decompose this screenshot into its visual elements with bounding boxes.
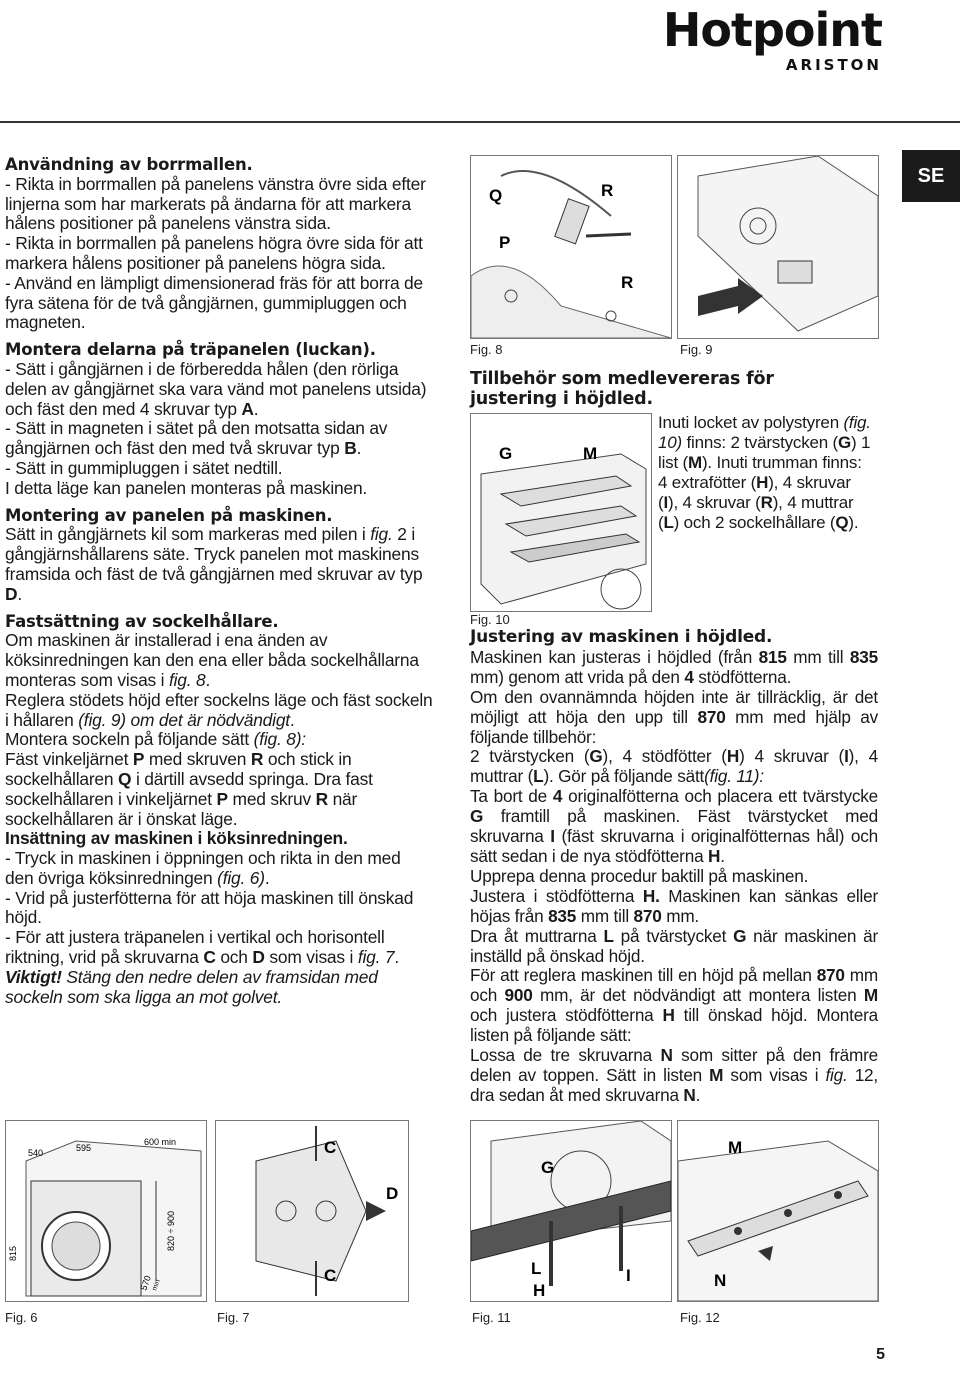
fig11-label-h: H bbox=[533, 1281, 546, 1300]
figure-10-image bbox=[470, 413, 652, 612]
paragraph: Om maskinen är installerad i ena änden av köksinredningen kan den ena eller båda sockelhållarna monteras som visas i fig. 8. bbox=[5, 630, 419, 690]
fig6-dim-600: 600 min bbox=[144, 1137, 177, 1147]
heading-panel-mount: Montering av panelen på maskinen. bbox=[5, 505, 333, 525]
figure-9-image bbox=[677, 155, 879, 339]
figure-6-image bbox=[5, 1120, 207, 1302]
fig10-caption: Fig. 10 bbox=[470, 612, 510, 627]
page-number: 5 bbox=[876, 1346, 885, 1363]
paragraph: - Rikta in borrmallen på panelens högra övre sida för att markera hålens positioner på panelens högra sida. bbox=[5, 233, 423, 273]
fig6-dim-570: 570 bbox=[138, 1274, 154, 1292]
fig12-label-n: N bbox=[714, 1271, 727, 1290]
fig10-label-g: G bbox=[499, 444, 513, 463]
fig7-label-d: D bbox=[386, 1184, 399, 1203]
paragraph: - Tryck in maskinen i öppningen och rikta in den med den övriga köksinredningen (fig. 6). bbox=[5, 848, 401, 888]
fig8-label-r: R bbox=[601, 181, 614, 200]
figure-8-image bbox=[470, 155, 672, 339]
fig7-label-c-top: C bbox=[324, 1138, 337, 1157]
fig7-label-c-bot: C bbox=[324, 1266, 337, 1285]
heading-insertion: Insättning av maskinen i köksinredningen. bbox=[5, 828, 348, 849]
fig8-label-p: P bbox=[499, 233, 511, 252]
paragraph: Montera sockeln på följande sätt (fig. 8): bbox=[5, 729, 306, 750]
left-column bbox=[5, 155, 433, 1007]
heading-plinth-holder: Fastsättning av sockelhållare. bbox=[5, 611, 279, 631]
paragraph: - Sätt in magneten i sätet på den motsatta sidan av gångjärnen och fäst den med två skruvar typ B. bbox=[5, 418, 388, 459]
paragraph: - Sätt i gångjärnen i de förberedda hålen (den rörliga delen av gångjärnet ska vara vänd mot panelens utsida) och fäst den med 4 skruvar typ A. bbox=[5, 358, 427, 419]
language-tab: SE bbox=[902, 150, 960, 202]
fig8-label-r2: R bbox=[621, 273, 634, 292]
accessories-text: Inuti locket av polystyren (fig. 10) finns: 2 tvärstycken (G) 1 list (M). Inuti trumman finns: 4 extrafötter (H), 4 skruvar (I), 4 skruvar (R), 4 muttrar (L) och 2 sockelhållare (Q). bbox=[658, 413, 871, 532]
paragraph: Fäst vinkeljärnet P med skruven R och stick in sockelhållaren Q i därtill avsedd springa. Dra fast sockelhållaren i vinkeljärnet P med skruv R när sockelhållaren är i önskat läge. bbox=[5, 749, 373, 829]
heading-height-adjustment: Justering av maskinen i höjdled. bbox=[470, 627, 773, 647]
fig6-caption: Fig. 6 bbox=[5, 1310, 38, 1325]
figure-11-image bbox=[470, 1120, 672, 1302]
figure-7-image bbox=[215, 1120, 409, 1302]
paragraph: Sätt in gångjärnets kil som markeras med pilen i fig. 2 i gångjärnshållarens säte. Tryck panelen mot maskinens framsida och fäst de två gångjärnen med skruvar av typ D. bbox=[5, 524, 423, 604]
fig12-caption: Fig. 12 bbox=[680, 1310, 720, 1325]
fig12-label-m: M bbox=[728, 1138, 743, 1157]
paragraph: - Vrid på justerfötterna för att höja maskinen till önskad höjd. bbox=[5, 887, 414, 928]
fig6-dim-min: min bbox=[151, 1278, 162, 1292]
fig11-label-g: G bbox=[541, 1158, 555, 1177]
heading-drill-template: Användning av borrmallen. bbox=[5, 155, 253, 174]
accessories-section bbox=[470, 370, 850, 410]
brand-name: Hotpoint bbox=[662, 3, 882, 57]
fig11-label-l: L bbox=[531, 1259, 542, 1278]
brand-subname: ARISTON bbox=[785, 56, 882, 74]
fig9-caption: Fig. 9 bbox=[680, 342, 713, 357]
fig6-dim-815: 815 bbox=[8, 1245, 18, 1261]
paragraph: - För att justera träpanelen i vertikal och horisontell riktning, vrid på skruvarna C och D som visas i fig. 7. bbox=[5, 927, 399, 968]
fig10-label-m: M bbox=[583, 444, 598, 463]
paragraph: Reglera stödets höjd efter sockelns läge och fäst sockeln i hållaren (fig. 9) om det är nödvändigt. bbox=[5, 689, 433, 730]
heading-accessories: Tillbehör som medlevereras för justering i höjdled. bbox=[470, 369, 774, 409]
paragraph: - Använd en lämpligt dimensionerad fräs för att borra de fyra sätena för de två gångjärnen, gummipluggen och magneten. bbox=[5, 272, 424, 333]
paragraph: - Rikta in borrmallen på panelens vänstra övre sida efter linjerna som har markerats på ändarna för att markera hålens positioner på panelens vänstra sida. bbox=[5, 173, 426, 234]
fig6-dim-595: 595 bbox=[76, 1143, 92, 1153]
brand-logo bbox=[663, 2, 882, 74]
height-adjustment-section: Justering av maskinen i höjdled. Maskinen kan justeras i höjdled (från 815 mm till 835 mm) genom att vrida på den 4 stödfötterna. Om den ovannämnda höjden inte är tillräcklig, är det möjligt att höja den upp till 870 mm med hjälp av följande tillbehör: 2 tvärstycken (G), 4 stödfötter (H) 4 skruvar (I), 4 muttrar (L). Gör på följande sätt(fig. 11): Ta bort de 4 originalfötterna och placera ett tvärstycke G framtill på maskinen. Fäst tvärstycket med skruvarna I (fäst skruvarna i originalfötternas hål) och sätt sedan i de nya stödfötterna H. Upprepa denna procedur baktill på maskinen. Justera i stödfötterna H. Maskinen kan sänkas eller höjas från 835 mm till 870 mm. Dra åt muttrarna L på tvärstycket G när maskinen är inställd på önskad höjd. För att reglera maskinen till en höjd på mellan 870 mm och 900 mm, är det nödvändigt att montera listen M och justera stödfötterna H till önskad höjd. Montera listen på följande sätt: Lossa de tre skruvarna N som sitter på den främre delen av toppen. Sätt in listen M som visas i fig. 12, dra sedan åt med skruvarna N. bbox=[470, 627, 879, 1105]
fig11-caption: Fig. 11 bbox=[472, 1310, 511, 1325]
fig8-caption: Fig. 8 bbox=[470, 342, 503, 357]
heading-wood-panel: Montera delarna på träpanelen (luckan). bbox=[5, 340, 376, 360]
fig8-label-q: Q bbox=[489, 186, 503, 205]
fig11-label-i: I bbox=[626, 1266, 631, 1285]
fig6-dim-820: 820 ÷ 900 bbox=[166, 1211, 176, 1251]
header-rule bbox=[0, 121, 960, 123]
paragraph: I detta läge kan panelen monteras på maskinen. bbox=[5, 477, 368, 498]
fig7-caption: Fig. 7 bbox=[217, 1310, 250, 1325]
paragraph: Viktigt! Stäng den nedre delen av framsidan med sockeln som ska ligga an mot golvet. bbox=[5, 966, 378, 1007]
fig6-dim-540: 540 bbox=[28, 1148, 44, 1158]
paragraph: - Sätt in gummipluggen i sätet nedtill. bbox=[5, 457, 283, 478]
figure-12-image bbox=[677, 1120, 879, 1302]
